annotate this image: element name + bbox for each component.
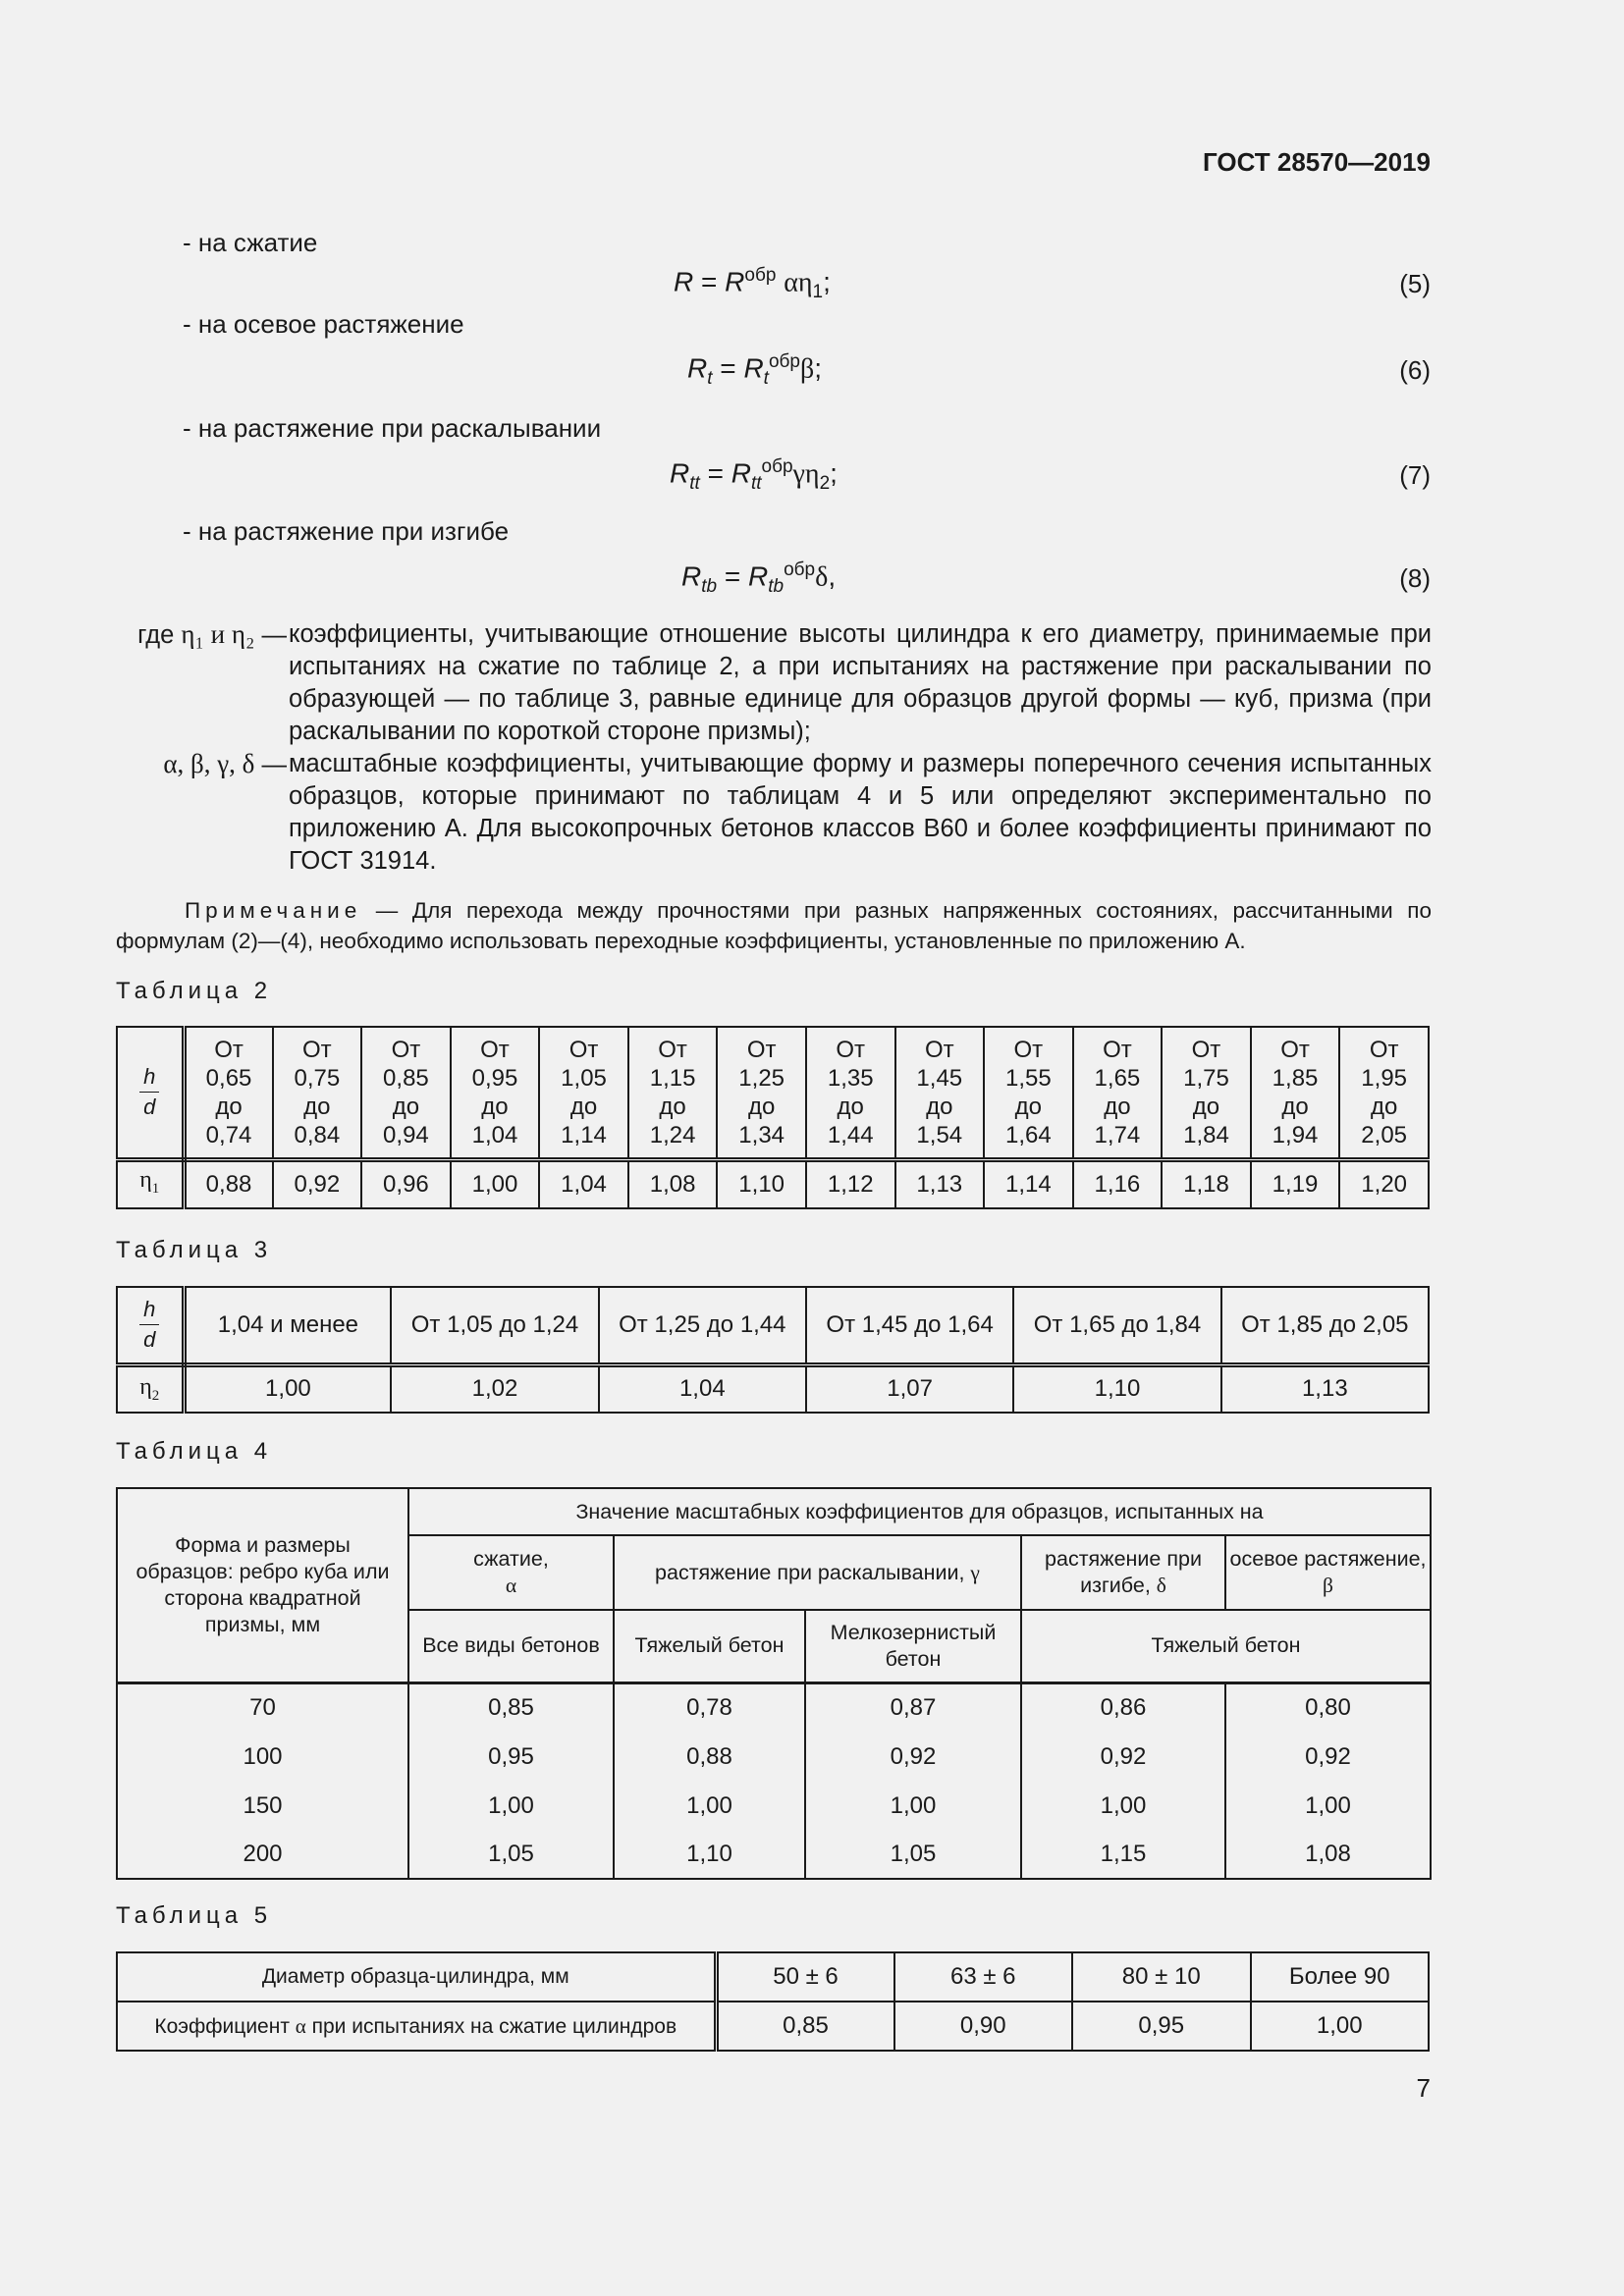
value-cell: 0,95: [1072, 2002, 1251, 2051]
hd-ratio-header: $\frac{h}{d}$: [117, 1027, 184, 1159]
table-5-title: Таблица 5: [116, 1902, 273, 1929]
form-size-header: Форма и размеры образцов: ребро куба или сторона квадратной призмы, мм: [117, 1488, 408, 1682]
value-cell: 1,14: [984, 1159, 1073, 1208]
value-cell: 1,10: [1013, 1364, 1220, 1413]
note-text: — Для перехода между прочностями при разных напряженных состояниях, рассчитанными по формулам (2)—(4), необходимо использовать переходные коэффициенты, установленные по приложению А.: [116, 898, 1432, 953]
value-cell: 1,00: [614, 1781, 805, 1830]
value-cell: 1,08: [1225, 1830, 1431, 1879]
range-cell: От 1,45 до 1,64: [806, 1287, 1013, 1364]
value-cell: 0,90: [894, 2002, 1073, 2051]
range-cell: От 1,95 до 2,05: [1339, 1027, 1429, 1159]
diameter-cell: 80 ± 10: [1072, 1952, 1251, 2002]
range-cell: От 1,35 до 1,44: [806, 1027, 895, 1159]
splitting-header: растяжение при раскалывании, γ: [614, 1535, 1021, 1610]
compression-header: сжатие, α: [408, 1535, 614, 1610]
heavy-concrete-header: Тяжелый бетон: [1021, 1610, 1431, 1682]
range-cell: От 1,85 до 2,05: [1221, 1287, 1429, 1364]
value-cell: 0,92: [1225, 1732, 1431, 1781]
table-3: [116, 1286, 1430, 1414]
range-cell: От 1,05 до 1,14: [539, 1027, 628, 1159]
diameter-cell: Более 90: [1251, 1952, 1430, 2002]
value-cell: 1,12: [806, 1159, 895, 1208]
value-cell: 0,88: [614, 1732, 805, 1781]
value-cell: 1,05: [408, 1830, 614, 1879]
value-cell: 0,92: [273, 1159, 362, 1208]
range-cell: От 0,65 до 0,74: [184, 1027, 273, 1159]
value-cell: 1,00: [1225, 1781, 1431, 1830]
range-cell: От 1,45 до 1,54: [895, 1027, 985, 1159]
value-cell: 1,00: [184, 1364, 391, 1413]
formula-8: $R_{tb} = R_{tb}^{обр}\delta$,: [681, 560, 837, 597]
eta1-label: $\eta_1$: [117, 1159, 184, 1208]
value-cell: 0,78: [614, 1682, 805, 1732]
value-cell: 1,00: [1021, 1781, 1225, 1830]
range-cell: От 0,75 до 0,84: [273, 1027, 362, 1159]
coefficients-group-header: Значение масштабных коэффициентов для образцов, испытанных на: [408, 1488, 1431, 1535]
range-cell: От 1,55 до 1,64: [984, 1027, 1073, 1159]
range-cell: От 0,85 до 0,94: [361, 1027, 451, 1159]
table-3-title: Таблица 3: [116, 1237, 273, 1263]
equation-number-8: (8): [1399, 563, 1431, 593]
note-label: Примечание: [185, 898, 362, 923]
table-5: [116, 1951, 1430, 2052]
value-cell: 1,20: [1339, 1159, 1429, 1208]
value-cell: 0,85: [408, 1682, 614, 1732]
range-cell: От 1,25 до 1,44: [599, 1287, 806, 1364]
value-cell: 1,00: [451, 1159, 540, 1208]
coefficient-label: Коэффициент α при испытаниях на сжатие цилиндров: [117, 2002, 716, 2051]
size-cell: 150: [117, 1781, 408, 1830]
definition-greek-coeffs: α, β, γ, δ — масштабные коэффициенты, учитывающие форму и размеры поперечного сечения испытанных образцов, которые принимают по таблицам 4 и 5 или определяют экспериментально по приложению А. Для высокопрочных бетонов классов В60 и более коэффициенты принимают по ГОСТ 31914.: [116, 748, 1432, 878]
value-cell: 1,19: [1251, 1159, 1340, 1208]
note-paragraph: [116, 895, 1432, 956]
value-cell: 1,04: [599, 1364, 806, 1413]
table-4: [116, 1487, 1432, 1880]
definition-term: α, β, γ, δ: [163, 749, 255, 778]
value-cell: 0,86: [1021, 1682, 1225, 1732]
all-types-header: Все виды бетонов: [408, 1610, 614, 1682]
definition-eta: где η₁ и η₂ — коэффициенты, учитывающие отношение высоты цилиндра к его диаметру, принимаемые при испытаниях на сжатие по таблице 2, а при испытаниях на растяжение при раскалывании по образующей — по таблице 3, равные единице для образцов другой формы — куб, призма (при раскалывании по короткой стороне призмы);: [116, 618, 1432, 748]
value-cell: 1,04: [539, 1159, 628, 1208]
size-cell: 100: [117, 1732, 408, 1781]
value-cell: 0,80: [1225, 1682, 1431, 1732]
equation-number-5: (5): [1399, 269, 1431, 298]
size-cell: 70: [117, 1682, 408, 1732]
value-cell: 1,00: [1251, 2002, 1430, 2051]
definitions-list: [116, 618, 1432, 878]
table-2-title: Таблица 2: [116, 978, 273, 1004]
value-cell: 1,10: [614, 1830, 805, 1879]
eta2-label: $\eta_2$: [117, 1364, 184, 1413]
equation-number-6: (6): [1399, 355, 1431, 385]
value-cell: 0,92: [805, 1732, 1021, 1781]
table-2: [116, 1026, 1430, 1209]
value-cell: 0,85: [716, 2002, 894, 2051]
value-cell: 0,87: [805, 1682, 1021, 1732]
document-header: ГОСТ 28570—2019: [1203, 147, 1431, 177]
definition-term: η₁ и η₂: [181, 619, 255, 649]
item-bending-tension: - на растяжение при изгибе: [183, 516, 510, 546]
item-compression: - на сжатие: [183, 228, 318, 257]
range-cell: От 1,25 до 1,34: [717, 1027, 806, 1159]
value-cell: 0,92: [1021, 1732, 1225, 1781]
fine-grained-header: Мелкозернистый бетон: [805, 1610, 1021, 1682]
value-cell: 1,13: [895, 1159, 985, 1208]
range-cell: 1,04 и менее: [184, 1287, 391, 1364]
value-cell: 1,07: [806, 1364, 1013, 1413]
value-cell: 1,15: [1021, 1830, 1225, 1879]
range-cell: От 1,85 до 1,94: [1251, 1027, 1340, 1159]
value-cell: 0,96: [361, 1159, 451, 1208]
diameter-cell: 50 ± 6: [716, 1952, 894, 2002]
value-cell: 1,00: [805, 1781, 1021, 1830]
table-4-title: Таблица 4: [116, 1438, 273, 1465]
formula-7: $R_{tt} = R_{tt}^{обр}\gamma\eta_2$;: [670, 456, 838, 494]
value-cell: 1,13: [1221, 1364, 1429, 1413]
axial-header: осевое растяжение, β: [1225, 1535, 1431, 1610]
page-number: 7: [1416, 2073, 1431, 2103]
definition-text: масштабные коэффициенты, учитывающие форму и размеры поперечного сечения испытанных образцов, которые принимают по таблицам 4 и 5 или определяют экспериментально по приложению А. Для высокопрочных бетонов классов В60 и более коэффициенты принимают по ГОСТ 31914.: [289, 750, 1432, 875]
value-cell: 0,95: [408, 1732, 614, 1781]
equation-number-7: (7): [1399, 460, 1431, 490]
range-cell: От 0,95 до 1,04: [451, 1027, 540, 1159]
value-cell: 1,10: [717, 1159, 806, 1208]
value-cell: 1,18: [1162, 1159, 1251, 1208]
definition-text: коэффициенты, учитывающие отношение высоты цилиндра к его диаметру, принимаемые при испытаниях на сжатие по таблице 2, а при испытаниях на растяжение при раскалывании по образующей — по таблице 3, равные единице для образцов другой формы — куб, призма (при раскалывании по короткой стороне призмы);: [289, 620, 1432, 745]
value-cell: 1,02: [391, 1364, 598, 1413]
hd-ratio-header: $\frac{h}{d}$: [117, 1287, 184, 1364]
heavy-header: Тяжелый бетон: [614, 1610, 805, 1682]
value-cell: 0,88: [184, 1159, 273, 1208]
value-cell: 1,05: [805, 1830, 1021, 1879]
diameter-label: Диаметр образца-цилиндра, мм: [117, 1952, 716, 2002]
item-splitting-tension: - на растяжение при раскалывании: [183, 413, 602, 443]
diameter-cell: 63 ± 6: [894, 1952, 1073, 2002]
range-cell: От 1,65 до 1,74: [1073, 1027, 1163, 1159]
formula-6: $R_t = R_t^{обр}\beta$;: [687, 351, 823, 389]
range-cell: От 1,05 до 1,24: [391, 1287, 598, 1364]
range-cell: От 1,75 до 1,84: [1162, 1027, 1251, 1159]
range-cell: От 1,65 до 1,84: [1013, 1287, 1220, 1364]
size-cell: 200: [117, 1830, 408, 1879]
range-cell: От 1,15 до 1,24: [628, 1027, 718, 1159]
bending-header: растяжение при изгибе, δ: [1021, 1535, 1225, 1610]
value-cell: 1,08: [628, 1159, 718, 1208]
value-cell: 1,00: [408, 1781, 614, 1830]
value-cell: 1,16: [1073, 1159, 1163, 1208]
formula-5: $R = R^{обр}$ $\alpha\eta_1$;: [674, 265, 831, 302]
item-axial-tension: - на осевое растяжение: [183, 309, 464, 339]
